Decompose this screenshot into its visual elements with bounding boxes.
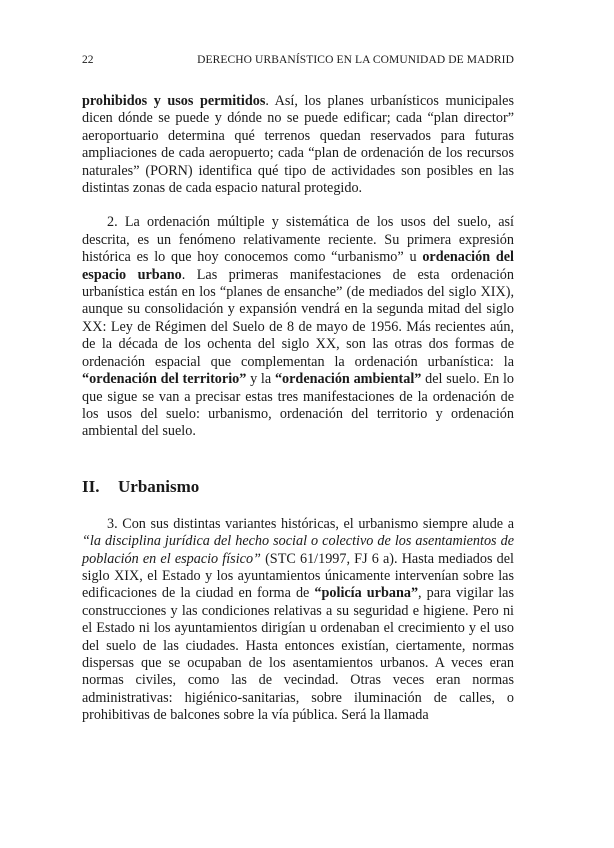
bold-phrase: “ordenación ambiental”: [274, 371, 422, 388]
page-number: 22: [82, 54, 94, 66]
section-number: II.: [82, 476, 100, 496]
bold-phrase: prohibidos y usos permitidos: [82, 93, 266, 109]
paragraph-2: [82, 214, 514, 440]
paragraph-text: (STC 61/1997, FJ 6 a). Hasta mediados del siglo XIX, el Estado y los ayuntamientos únicamente intervenían sobre las edificaciones de la ciudad en forma de: [82, 550, 514, 602]
running-head: [82, 53, 514, 67]
paragraph-text: . Así, los planes urbanísticos municipales dicen dónde se puede y dónde no se puede edificar; cada “plan director” aeroportuario determina qué terrenos quedan reservados para futuras ampliaciones de cada aeropuerto; cada “plan de ordenación de los recursos naturales” (PORN) identifica qué tipo de actividades son posibles en las distintas zonas de cada espacio natural protegido.: [82, 93, 515, 197]
paragraph-text: 3. Con sus distintas variantes históricas, el urbanismo siempre alude a: [107, 515, 514, 532]
paragraph-text: 2. La ordenación múltiple y sistemática de los usos del suelo, así descrita, es un fenómeno relativamente reciente. Su primera expresión histórica es lo que hoy conocemos como “urbanismo” u: [82, 214, 514, 266]
section-heading: [82, 477, 514, 497]
paragraph-text: y la: [246, 371, 275, 388]
section-title: Urbanismo: [118, 476, 200, 496]
italic-quote: “la disciplina jurídica del hecho social o colectivo de los asentamientos de población en el espacio físico”: [82, 533, 514, 567]
paragraph-3: [82, 516, 514, 725]
paragraph-1: [82, 93, 514, 197]
paragraph-text: del suelo. En lo que sigue se van a precisar estas tres manifestaciones de la ordenación de los usos del suelo: urbanismo, ordenación del territorio y ordenación ambiental del suelo.: [82, 371, 515, 440]
bold-phrase: ordenación del espacio urbano: [82, 249, 514, 283]
paragraph-text: . Las primeras manifestaciones de esta ordenación urbanística están en los “planes de ensanche” (de mediados del siglo XIX), aunque su consolidación y expansión vendrá en la segunda mitad del siglo XX: Ley de Régimen del Suelo de 8 de mayo de 1956. Más recientes aún, de la década de los ochenta del siglo XX, son las otras dos formas de ordenación espacial que complementan la ordenación urbanística: la: [82, 266, 514, 370]
bold-phrase: “policía urbana”: [314, 585, 419, 602]
page-body: [82, 93, 514, 725]
paragraph-text: , para vigilar las construcciones y las condiciones relativas a su seguridad e higiene. Pero ni el Estado ni los ayuntamientos dirigían u ordenaban el crecimiento y el uso del suelo de las ciudades. Hasta entonces existían, ciertamente, normas dispersas que se ocupaban de los asentamientos urbanos. A veces eran normas civiles, como las de vecindad. Otras veces eran normas administrativas: higiénico-sanitarias, sobre iluminación de calles, o prohibitivas de balcones sobre la vía pública. Será la llamada: [82, 585, 515, 724]
bold-phrase: “ordenación del territorio”: [82, 371, 247, 388]
running-title: DERECHO URBANÍSTICO EN LA COMUNIDAD DE MADRID: [197, 54, 514, 66]
